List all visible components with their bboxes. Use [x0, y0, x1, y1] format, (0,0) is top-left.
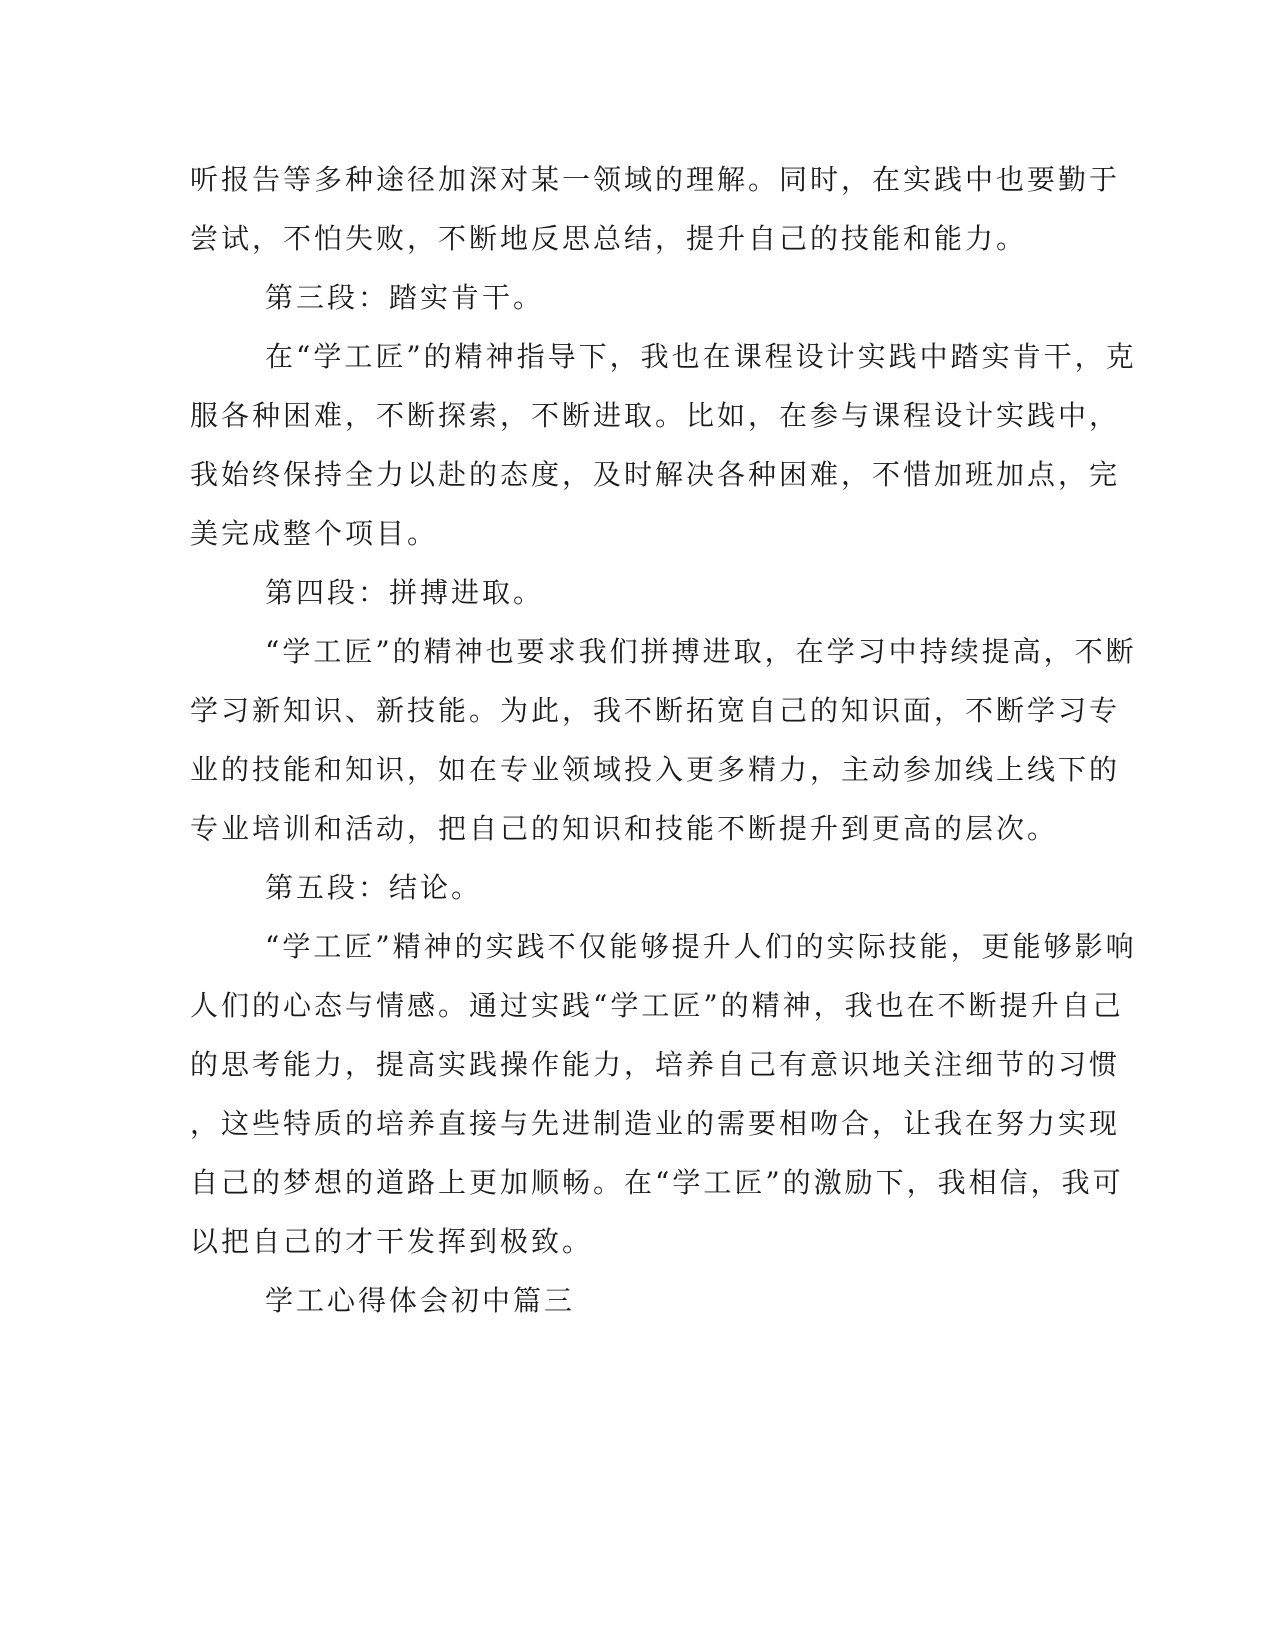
- text-line-5: 服各种困难，不断探索，不断进取。比如，在参与课程设计实践中，: [190, 399, 1121, 432]
- text-line-9: “学工匠”的精神也要求我们拼搏进取，在学习中持续提高，不断: [265, 635, 1137, 668]
- text-line-1: 听报告等多种途径加深对某一领域的理解。同时，在实践中也要勤于: [190, 163, 1121, 196]
- chapter-title: 学工心得体会初中篇三: [265, 1284, 576, 1317]
- section-heading-4: 第四段：拼搏进取。: [265, 576, 545, 609]
- text-line-2: 尝试，不怕失败，不断地反思总结，提升自己的技能和能力。: [190, 222, 1028, 255]
- section-heading-5: 第五段：结论。: [265, 871, 483, 904]
- text-line-18: 自己的梦想的道路上更加顺畅。在“学工匠”的激励下，我相信，我可: [190, 1166, 1124, 1199]
- text-line-14: “学工匠”精神的实践不仅能够提升人们的实际技能，更能够影响: [265, 930, 1137, 963]
- text-line-15: 人们的心态与情感。通过实践“学工匠”的精神，我也在不断提升自己: [190, 989, 1124, 1022]
- text-line-16: 的思考能力，提高实践操作能力，培养自己有意识地关注细节的习惯: [190, 1048, 1121, 1081]
- text-line-19: 以把自己的才干发挥到极致。: [190, 1225, 594, 1258]
- text-line-17: ，这些特质的培养直接与先进制造业的需要相吻合，让我在努力实现: [190, 1107, 1121, 1140]
- text-line-12: 专业培训和活动，把自己的知识和技能不断提升到更高的层次。: [190, 812, 1059, 845]
- text-line-10: 学习新知识、新技能。为此，我不断拓宽自己的知识面，不断学习专: [190, 694, 1121, 727]
- text-line-6: 我始终保持全力以赴的态度，及时解决各种困难，不惜加班加点，完: [190, 458, 1121, 491]
- section-heading-3: 第三段：踏实肯干。: [265, 281, 545, 314]
- text-line-4: 在“学工匠”的精神指导下，我也在课程设计实践中踏实肯干，克: [265, 340, 1137, 373]
- text-line-7: 美完成整个项目。: [190, 517, 439, 550]
- text-line-11: 业的技能和知识，如在专业领域投入更多精力，主动参加线上线下的: [190, 753, 1121, 786]
